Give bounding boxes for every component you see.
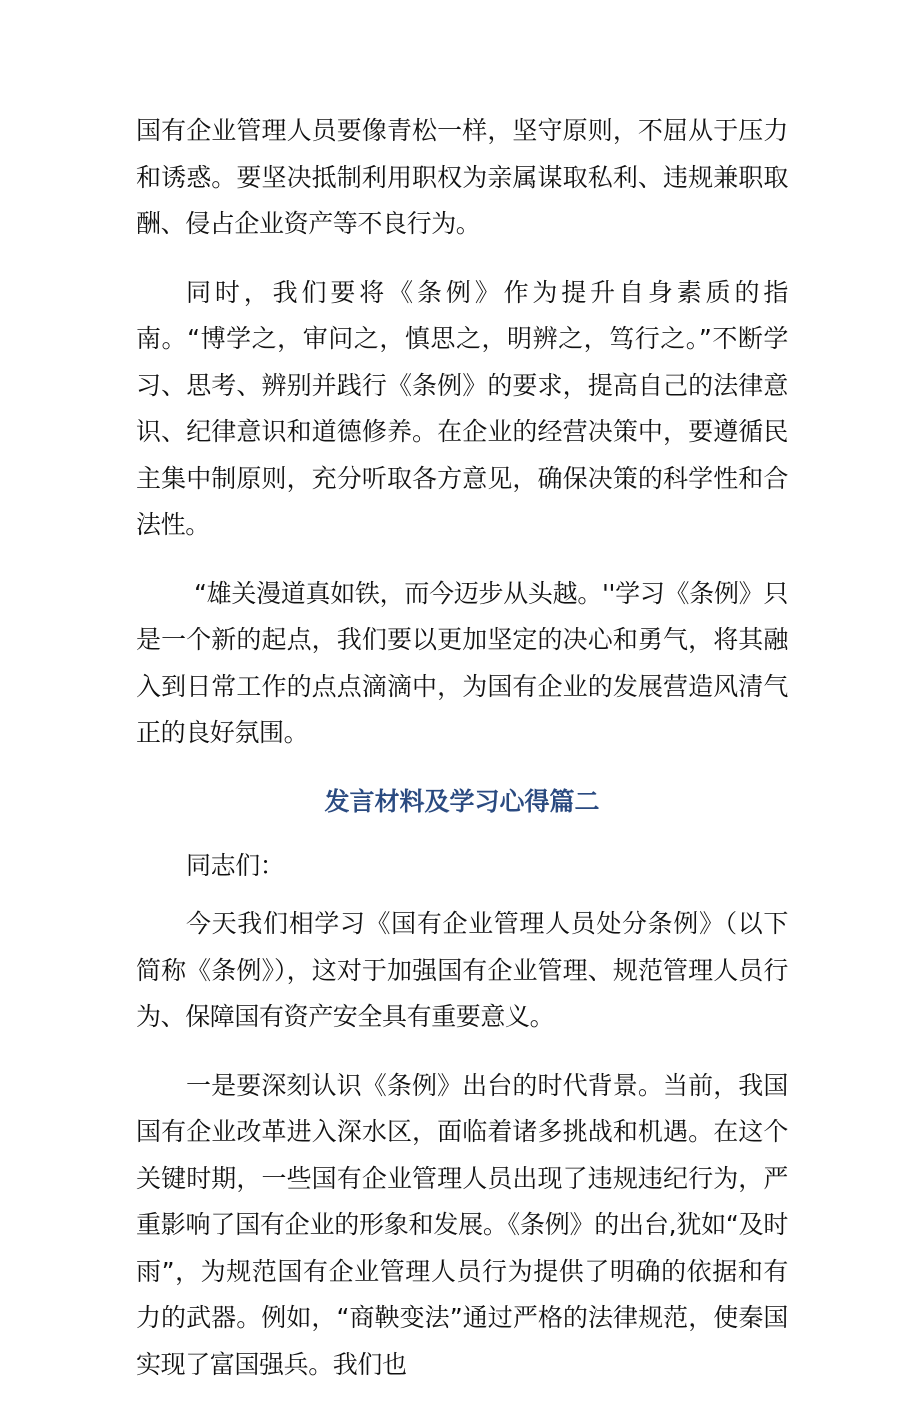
paragraph-background: 一是要深刻认识《条例》出台的时代背景。当前，我国国有企业改革进入深水区，面临着诸多挑战和机遇。在这个关键时期，一些国有企业管理人员出现了违规违纪行为，严重影响了国有企业的形象和发展。《条例》的出台,犹如“及时雨”，为规范国有企业管理人员行为提供了明确的依据和有力的武器。例如，“商鞅变法”通过严格的法律规范，使秦国实现了富国强兵。我们也 bbox=[136, 1070, 788, 1379]
section-heading: 发言材料及学习心得篇二 bbox=[324, 786, 600, 816]
document-page bbox=[136, 108, 788, 1410]
paragraph-new-start: “雄关漫道真如铁，而今迈步从头越。''学习《条例》只是一个新的起点，我们要以更加坚定的决心和勇气，将其融入到日常工作的点点滴滴中，为国有企业的发展营造风清气正的良好氛围。 bbox=[136, 578, 788, 747]
paragraph-principles: 国有企业管理人员要像青松一样，坚守原则，不屈从于压力和诱惑。要坚决抵制利用职权为亲属谋取私利、违规兼职取酬、侵占企业资产等不良行为。 bbox=[136, 116, 788, 238]
paragraph-self-improvement: 同时，我们要将《条例》作为提升自身素质的指南。“博学之，审问之，慎思之，明辨之，笃行之。”不断学习、思考、辨别并践行《条例》的要求，提高自己的法律意识、纪律意识和道德修养。在企业的经营决策中，要遵循民主集中制原则，充分听取各方意见，确保决策的科学性和合法性。 bbox=[136, 277, 788, 539]
paragraph-introduction: 今天我们相学习《国有企业管理人员处分条例》（以下简称《条例》），这对于加强国有企业管理、规范管理人员行为、保障国有资产安全具有重要意义。 bbox=[136, 909, 788, 1031]
salutation: 同志们： bbox=[186, 850, 285, 880]
